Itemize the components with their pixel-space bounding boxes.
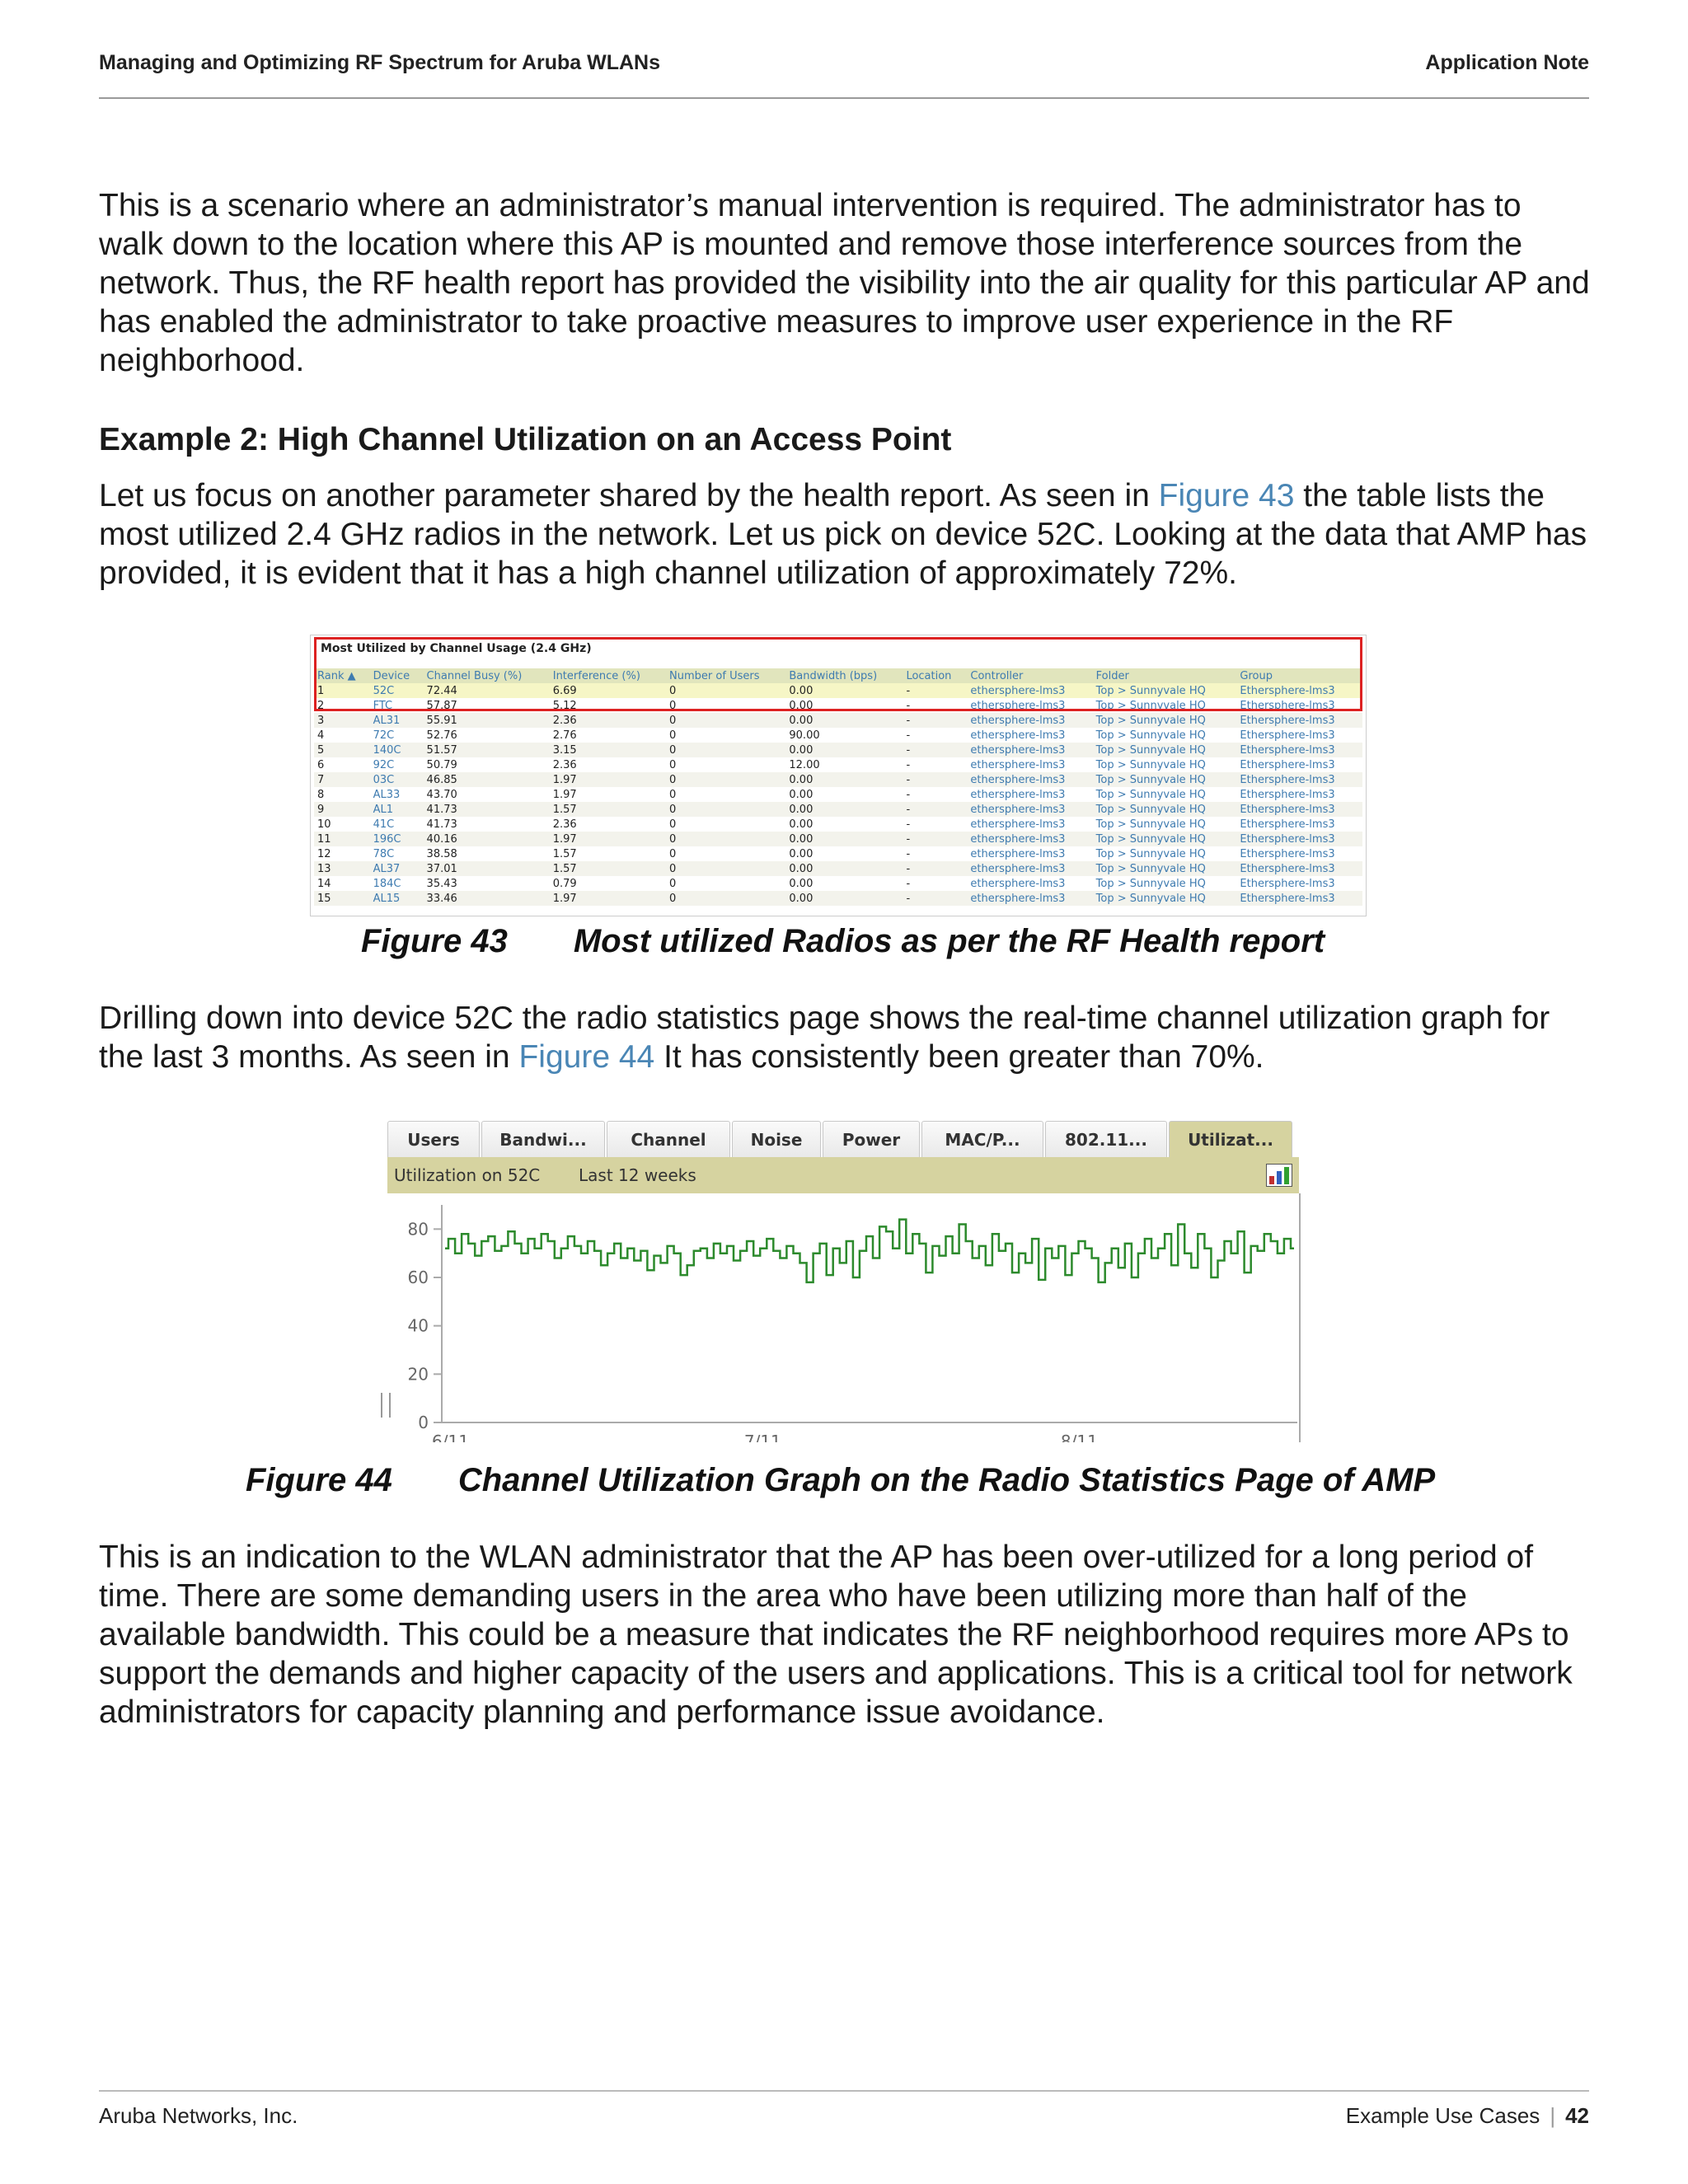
- table-cell: 0: [666, 772, 785, 787]
- table-link-cell[interactable]: Ethersphere-lms3: [1236, 817, 1362, 832]
- y-tick-label: 40: [407, 1315, 429, 1336]
- table-link-cell[interactable]: Ethersphere-lms3: [1236, 743, 1362, 757]
- table-cell: 10: [314, 817, 370, 832]
- table-cell: 0: [666, 757, 785, 772]
- footer-rule: [99, 2090, 1589, 2092]
- table-cell: -: [903, 728, 967, 743]
- footer-company: Aruba Networks, Inc.: [99, 2103, 298, 2128]
- table-link-cell[interactable]: Ethersphere-lms3: [1236, 787, 1362, 802]
- resize-handle[interactable]: [381, 1393, 391, 1418]
- table-cell: 90.00: [785, 728, 903, 743]
- table-cell: 4: [314, 728, 370, 743]
- table-cell: 41.73: [424, 817, 550, 832]
- table-cell: 0: [666, 743, 785, 757]
- table-link-cell[interactable]: Ethersphere-lms3: [1236, 802, 1362, 817]
- table-cell: 8: [314, 787, 370, 802]
- column-header[interactable]: Location: [903, 668, 967, 683]
- utilization-range: Last 12 weeks: [579, 1165, 696, 1185]
- bar-chart-icon-bar: [1284, 1167, 1289, 1184]
- table-cell: 72.44: [424, 683, 550, 698]
- table-row: [314, 846, 1362, 861]
- table-link-cell[interactable]: ethersphere-lms3: [967, 832, 1092, 846]
- table-link-cell[interactable]: FTC: [370, 698, 424, 713]
- table-cell: 52.76: [424, 728, 550, 743]
- stats-tab[interactable]: Power: [823, 1121, 920, 1157]
- table-cell: 0: [666, 891, 785, 906]
- stats-tab[interactable]: Bandwi...: [481, 1121, 605, 1157]
- table-cell: 0: [666, 683, 785, 698]
- table-cell: 0.00: [785, 876, 903, 891]
- bar-chart-icon-bar: [1269, 1176, 1274, 1184]
- stats-tab[interactable]: Noise: [732, 1121, 821, 1157]
- column-header[interactable]: Controller: [967, 668, 1092, 683]
- table-link-cell[interactable]: 92C: [370, 757, 424, 772]
- table-link-cell[interactable]: 72C: [370, 728, 424, 743]
- table-link-cell[interactable]: 03C: [370, 772, 424, 787]
- column-header[interactable]: Bandwidth (bps): [785, 668, 903, 683]
- table-cell: 0: [666, 817, 785, 832]
- table-link-cell[interactable]: AL1: [370, 802, 424, 817]
- figure43-table-screenshot: [310, 635, 1367, 916]
- table-cell: 1.97: [550, 772, 666, 787]
- table-cell: 1.97: [550, 891, 666, 906]
- running-header-doctype: Application Note: [1425, 51, 1589, 74]
- table-cell: 1: [314, 683, 370, 698]
- paragraph-conclusion: This is an indication to the WLAN administrator that the AP has been over-utilized for a long period of time. There are some demanding users in the area who have been utilizing more than half of the available bandwidth. This could be a measure that indicates the RF neighborhood requires more APs to support the demands and higher capacity of the users and applications. This is a critical tool for network administrators for capacity planning and performance issue avoidance.: [99, 1540, 1573, 1730]
- table-link-cell[interactable]: ethersphere-lms3: [967, 817, 1092, 832]
- table-link-cell[interactable]: Top > Sunnyvale HQ: [1093, 757, 1237, 772]
- x-tick-label: 7/11: [743, 1432, 781, 1442]
- table-cell: 2.76: [550, 728, 666, 743]
- table-cell: 57.87: [424, 698, 550, 713]
- table-cell: 9: [314, 802, 370, 817]
- paragraph-text: Drilling down into device 52C the radio statistics page shows the real-time channel utilization graph for the last 3 months. As seen in: [99, 1001, 1550, 1075]
- table-cell: -: [903, 876, 967, 891]
- table-cell: 0: [666, 698, 785, 713]
- figure43-caption-number: Figure 43: [361, 923, 508, 959]
- column-header[interactable]: Number of Users: [666, 668, 785, 683]
- table-cell: 12.00: [785, 757, 903, 772]
- table-cell: 46.85: [424, 772, 550, 787]
- table-cell: 0: [666, 713, 785, 728]
- table-cell: 1.97: [550, 832, 666, 846]
- y-tick-label: 80: [407, 1219, 429, 1240]
- table-row: [314, 757, 1362, 772]
- table-cell: 0: [666, 846, 785, 861]
- table-link-cell[interactable]: Top > Sunnyvale HQ: [1093, 832, 1237, 846]
- table-link-cell[interactable]: 52C: [370, 683, 424, 698]
- table-cell: 13: [314, 861, 370, 876]
- figure43-caption-text: Most utilized Radios as per the RF Health report: [573, 923, 1325, 959]
- table-link-cell[interactable]: Ethersphere-lms3: [1236, 891, 1362, 906]
- table-link-cell[interactable]: Top > Sunnyvale HQ: [1093, 743, 1237, 757]
- table-cell: 0.00: [785, 713, 903, 728]
- table-link-cell[interactable]: Ethersphere-lms3: [1236, 876, 1362, 891]
- table-cell: 1.57: [550, 846, 666, 861]
- table-row: [314, 728, 1362, 743]
- stats-tab[interactable]: Channel: [607, 1121, 730, 1157]
- bar-chart-icon[interactable]: [1266, 1164, 1292, 1187]
- column-header[interactable]: Interference (%): [550, 668, 666, 683]
- table-link-cell[interactable]: ethersphere-lms3: [967, 683, 1092, 698]
- header-rule: [99, 97, 1589, 99]
- table-link-cell[interactable]: AL33: [370, 787, 424, 802]
- table-cell: 0.00: [785, 861, 903, 876]
- table-link-cell[interactable]: AL37: [370, 861, 424, 876]
- highlight-box: [314, 637, 1362, 711]
- table-cell: -: [903, 891, 967, 906]
- table-cell: 5.12: [550, 698, 666, 713]
- table-cell: 2.36: [550, 757, 666, 772]
- figure43-table-title: Most Utilized by Channel Usage (2.4 GHz): [321, 642, 592, 655]
- table-cell: 0.00: [785, 787, 903, 802]
- figure44-utilization-widget: [381, 1121, 1299, 1442]
- column-header[interactable]: Channel Busy (%): [424, 668, 550, 683]
- y-tick-label: 0: [418, 1413, 429, 1432]
- figure43-caption: [361, 923, 1325, 960]
- column-header[interactable]: Rank ▲: [314, 668, 370, 683]
- figure44-caption-number: Figure 44: [246, 1462, 392, 1498]
- table-link-cell[interactable]: Ethersphere-lms3: [1236, 713, 1362, 728]
- page-number: 42: [1565, 2103, 1589, 2128]
- footer-separator: |: [1550, 2103, 1556, 2128]
- table-row: [314, 817, 1362, 832]
- table-cell: 5: [314, 743, 370, 757]
- paragraph-text: the table lists the most utilized 2.4 GHz radios in the network. Let us pick on device 52C. Looking at the data that AMP has provided, it is evident that it has a high channel utilization of approximately 72%.: [99, 478, 1587, 591]
- table-link-cell[interactable]: Top > Sunnyvale HQ: [1093, 728, 1237, 743]
- table-link-cell[interactable]: ethersphere-lms3: [967, 728, 1092, 743]
- footer-right: [1346, 2103, 1589, 2129]
- table-cell: -: [903, 713, 967, 728]
- paragraph-figure44-ref: [99, 999, 1591, 1076]
- table-cell: 0: [666, 802, 785, 817]
- y-tick-label: 20: [407, 1364, 429, 1385]
- table-link-cell[interactable]: Top > Sunnyvale HQ: [1093, 787, 1237, 802]
- table-link-cell[interactable]: Ethersphere-lms3: [1236, 683, 1362, 698]
- table-link-cell[interactable]: ethersphere-lms3: [967, 757, 1092, 772]
- table-cell: -: [903, 802, 967, 817]
- table-link-cell[interactable]: Top > Sunnyvale HQ: [1093, 876, 1237, 891]
- table-cell: -: [903, 683, 967, 698]
- table-link-cell[interactable]: Top > Sunnyvale HQ: [1093, 713, 1237, 728]
- table-cell: 35.43: [424, 876, 550, 891]
- table-link-cell[interactable]: 140C: [370, 743, 424, 757]
- y-tick-label: 60: [407, 1268, 429, 1287]
- table-cell: 14: [314, 876, 370, 891]
- section-heading: Example 2: High Channel Utilization on an Access Point: [99, 422, 952, 457]
- utilization-title-bar: [387, 1157, 1299, 1193]
- column-header[interactable]: Group: [1236, 668, 1362, 683]
- table-cell: 12: [314, 846, 370, 861]
- table-cell: 40.16: [424, 832, 550, 846]
- table-link-cell[interactable]: Top > Sunnyvale HQ: [1093, 802, 1237, 817]
- utilization-plot-area: [387, 1193, 1301, 1442]
- table-cell: 2: [314, 698, 370, 713]
- table-link-cell[interactable]: Ethersphere-lms3: [1236, 846, 1362, 861]
- table-link-cell[interactable]: Top > Sunnyvale HQ: [1093, 817, 1237, 832]
- table-cell: 0.79: [550, 876, 666, 891]
- table-link-cell[interactable]: Top > Sunnyvale HQ: [1093, 683, 1237, 698]
- table-cell: 0.00: [785, 817, 903, 832]
- table-cell: 0: [666, 876, 785, 891]
- table-link-cell[interactable]: ethersphere-lms3: [967, 787, 1092, 802]
- table-cell: 0.00: [785, 802, 903, 817]
- table-cell: 3.15: [550, 743, 666, 757]
- table-row: [314, 787, 1362, 802]
- table-cell: 1.57: [550, 802, 666, 817]
- bar-chart-icon-bar: [1277, 1171, 1282, 1184]
- table-cell: 1.57: [550, 861, 666, 876]
- figure44-caption-text: Channel Utilization Graph on the Radio Statistics Page of AMP: [457, 1462, 1436, 1498]
- table-row: [314, 891, 1362, 906]
- figure44-link[interactable]: Figure 44: [518, 1039, 655, 1075]
- table-link-cell[interactable]: Ethersphere-lms3: [1236, 861, 1362, 876]
- footer-section: Example Use Cases: [1345, 2103, 1540, 2128]
- table-body: [314, 683, 1362, 906]
- table-link-cell[interactable]: ethersphere-lms3: [967, 876, 1092, 891]
- table-link-cell[interactable]: ethersphere-lms3: [967, 713, 1092, 728]
- table-cell: 0.00: [785, 683, 903, 698]
- stats-tab[interactable]: Utilizat...: [1169, 1121, 1292, 1157]
- paragraph-intro: This is a scenario where an administrator’s manual intervention is required. The administrator has to walk down to the location where this AP is mounted and remove those interference sources from the network. Thus, the RF health report has provided the visibility into the air quality for this particular AP and has enabled the administrator to take proactive measures to improve user experience in the RF neighborhood.: [99, 188, 1590, 378]
- table-link-cell[interactable]: Ethersphere-lms3: [1236, 728, 1362, 743]
- table-cell: 0: [666, 728, 785, 743]
- table-cell: -: [903, 861, 967, 876]
- table-cell: 2.36: [550, 817, 666, 832]
- table-cell: -: [903, 757, 967, 772]
- table-link-cell[interactable]: ethersphere-lms3: [967, 891, 1092, 906]
- table-cell: 38.58: [424, 846, 550, 861]
- table-cell: 7: [314, 772, 370, 787]
- table-cell: 0: [666, 861, 785, 876]
- table-link-cell[interactable]: ethersphere-lms3: [967, 772, 1092, 787]
- stats-tab[interactable]: 802.11...: [1045, 1121, 1167, 1157]
- table-link-cell[interactable]: ethersphere-lms3: [967, 698, 1092, 713]
- table-cell: 0.00: [785, 743, 903, 757]
- table-link-cell[interactable]: ethersphere-lms3: [967, 743, 1092, 757]
- stats-tab[interactable]: Users: [387, 1121, 480, 1157]
- table-cell: 51.57: [424, 743, 550, 757]
- table-cell: 2.36: [550, 713, 666, 728]
- paragraph-text: It has consistently been greater than 70%.: [654, 1039, 1264, 1075]
- table-row: [314, 861, 1362, 876]
- table-link-cell[interactable]: Ethersphere-lms3: [1236, 832, 1362, 846]
- table-cell: 55.91: [424, 713, 550, 728]
- table-cell: 6: [314, 757, 370, 772]
- table-cell: -: [903, 817, 967, 832]
- table-link-cell[interactable]: Top > Sunnyvale HQ: [1093, 698, 1237, 713]
- utilization-chart: [387, 1193, 1299, 1442]
- table-cell: -: [903, 772, 967, 787]
- table-cell: 0.00: [785, 891, 903, 906]
- x-tick-label: 8/11: [1060, 1432, 1098, 1442]
- stats-tab[interactable]: MAC/P...: [921, 1121, 1043, 1157]
- table-link-cell[interactable]: AL31: [370, 713, 424, 728]
- table-link-cell[interactable]: Ethersphere-lms3: [1236, 757, 1362, 772]
- running-header-title: Managing and Optimizing RF Spectrum for Aruba WLANs: [99, 51, 661, 74]
- table-row: [314, 743, 1362, 757]
- table-row: [314, 772, 1362, 787]
- column-header[interactable]: Folder: [1093, 668, 1237, 683]
- table-cell: 43.70: [424, 787, 550, 802]
- table-link-cell[interactable]: Ethersphere-lms3: [1236, 698, 1362, 713]
- table-row: [314, 713, 1362, 728]
- table-cell: -: [903, 846, 967, 861]
- table-row: [314, 802, 1362, 817]
- utilization-series-line: [445, 1220, 1294, 1282]
- table-cell: 15: [314, 891, 370, 906]
- figure43-link[interactable]: Figure 43: [1158, 478, 1295, 513]
- table-link-cell[interactable]: 41C: [370, 817, 424, 832]
- table-cell: 11: [314, 832, 370, 846]
- table-cell: 50.79: [424, 757, 550, 772]
- table-cell: -: [903, 743, 967, 757]
- table-link-cell[interactable]: ethersphere-lms3: [967, 846, 1092, 861]
- table-cell: -: [903, 698, 967, 713]
- table-cell: 0.00: [785, 832, 903, 846]
- table-link-cell[interactable]: Top > Sunnyvale HQ: [1093, 846, 1237, 861]
- table-cell: 3: [314, 713, 370, 728]
- figure44-caption: [246, 1462, 1435, 1499]
- table-cell: -: [903, 832, 967, 846]
- table-link-cell[interactable]: Top > Sunnyvale HQ: [1093, 861, 1237, 876]
- table-cell: 0.00: [785, 846, 903, 861]
- table-row: [314, 876, 1362, 891]
- table-link-cell[interactable]: Ethersphere-lms3: [1236, 772, 1362, 787]
- table-cell: 0: [666, 787, 785, 802]
- table-cell: 0.00: [785, 772, 903, 787]
- paragraph-figure43-ref: [99, 476, 1591, 593]
- x-tick-label: 6/11: [432, 1432, 469, 1442]
- table-link-cell[interactable]: Top > Sunnyvale HQ: [1093, 891, 1237, 906]
- utilization-title: Utilization on 52C: [394, 1165, 541, 1185]
- table-cell: 41.73: [424, 802, 550, 817]
- stats-tab-bar: [387, 1121, 1294, 1157]
- table-cell: 6.69: [550, 683, 666, 698]
- paragraph-text: Let us focus on another parameter shared by the health report. As seen in: [99, 478, 1159, 513]
- table-link-cell[interactable]: ethersphere-lms3: [967, 802, 1092, 817]
- table-link-cell[interactable]: Top > Sunnyvale HQ: [1093, 772, 1237, 787]
- table-link-cell[interactable]: ethersphere-lms3: [967, 861, 1092, 876]
- table-cell: 1.97: [550, 787, 666, 802]
- table-cell: 0.00: [785, 698, 903, 713]
- table-row: [314, 832, 1362, 846]
- table-link-cell[interactable]: 78C: [370, 846, 424, 861]
- table-link-cell[interactable]: 196C: [370, 832, 424, 846]
- table-link-cell[interactable]: 184C: [370, 876, 424, 891]
- table-link-cell[interactable]: AL15: [370, 891, 424, 906]
- table-cell: -: [903, 787, 967, 802]
- table-cell: 33.46: [424, 891, 550, 906]
- table-cell: 37.01: [424, 861, 550, 876]
- column-header[interactable]: Device: [370, 668, 424, 683]
- table-cell: 0: [666, 832, 785, 846]
